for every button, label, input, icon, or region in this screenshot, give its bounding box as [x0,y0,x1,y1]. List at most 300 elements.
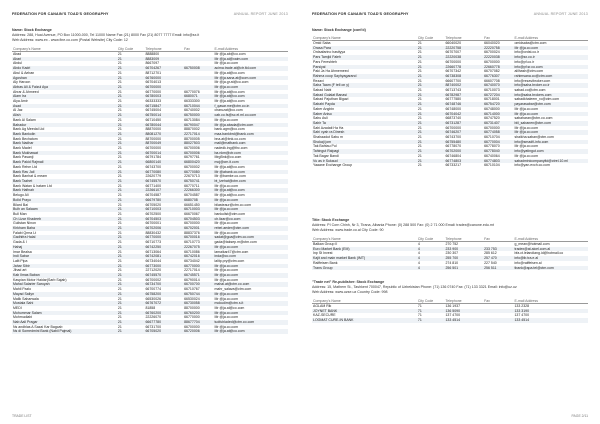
right-info-name: Name: Stock Exchange (cont'd) [312,28,366,32]
table-cell: gada@taksep.m@ctm.com [214,240,257,245]
left-header-title: FEDERATION FOR CANAIN'S TOAD'S GEOGRAPHY [12,12,109,16]
table-cell: info@rezavibroker.com [514,78,551,83]
table-cell: 81858 [145,305,156,310]
column-header: Fax [483,35,513,41]
table-cell: shaikha.saban@ctm.com [514,135,554,140]
table-cell: 66710003 [144,207,183,212]
table-cell: AGLAM Rik [313,304,332,308]
table-cell: Mr @ja.at@co.com [213,188,288,193]
table-cell: 66780003 [144,94,183,99]
table-cell: 21 [417,97,422,102]
table-cell: 66530024 [184,296,200,301]
table-cell: 88027503 [183,141,213,146]
table-cell: Mr @ja.co.com [214,183,239,188]
table-cell: 21 [117,151,145,156]
table-cell: info@pf.sr.co.com [513,65,588,70]
table-cell: 66530026 [145,296,162,301]
table-cell: 270 752 [445,242,459,246]
table-cell: 66710003 [183,207,213,212]
table-cell: 66730058 [183,301,213,306]
table-cell: tudfubladed@ctm.co.com [213,320,288,325]
table-cell: 66704042 [444,112,483,117]
table-cell: Orasa Para [312,46,417,51]
table-cell: 21 [117,211,122,216]
table-cell: 21 [417,159,445,164]
table-cell: 66770000 [145,89,162,94]
table-cell: 66700000 [145,146,162,151]
right-header-title: FEDERATION FOR CANAIN'S TOAD'S GEOGRAPHY [312,12,409,16]
table-cell: 21 [417,163,422,168]
table-cell: 21 [117,132,145,137]
table-cell: charuzat@co.com [214,108,243,113]
table-cell: Mr @abank.co.com [213,170,288,175]
table-cell: 66740064 [484,153,500,158]
table-cell: 21 [117,117,122,122]
table-cell: Sabad Pajuthan Bigazi [313,97,349,102]
table-cell: 21 [117,273,145,278]
table-cell: 21 [117,282,145,287]
table-cell: 88740002 [444,83,483,88]
table-cell: ch.lizar@co.com [213,217,288,222]
table-cell: Abdo Kadri [12,66,117,71]
table-row [312,318,588,323]
table-cell: 22712020 [145,268,162,273]
table-cell: info@smadfi-info.com [513,140,588,145]
table-cell: 66746804 [445,153,462,158]
table-cell: mahr_salava@ctm.com [214,287,252,292]
table-cell: 66778040 [483,149,513,154]
table-cell: 66800420 [183,160,213,165]
table-cell: 21 [117,66,145,71]
table-cell: Mohmudiabi [13,315,33,320]
table-cell: 21 [117,240,122,245]
table-cell: Mr @ja.co.com [214,61,239,66]
table-cell: 66707082 [484,69,500,74]
table-cell: Mr @ja.abada@ctm.com [213,123,288,128]
table-cell: Bank Al Salam [13,117,36,122]
table-cell: KAZ-SECURE [313,313,336,318]
table-cell: 21 [417,149,445,154]
table-cell: mokudim@ctm.s.it [213,301,288,306]
table-cell: Abdul [13,61,22,66]
table-cell: 133 2328 [514,304,530,308]
table-cell: 88081270 [144,132,183,137]
table-cell: 66755480 [444,140,483,145]
table-cell: 233 900 [444,247,483,252]
table-cell: Gadhifra Halal [12,235,117,240]
table-cell: 66750000 [183,113,213,118]
table-cell: 66704587 [184,193,200,198]
table-cell: 66742250 [144,245,183,250]
table-cell: 66710773 [145,240,162,245]
table-cell: 21 [417,116,422,121]
table-cell: 21 [117,301,145,306]
table-cell: maa.bankbrd@bank.com [213,132,288,137]
table-cell: 66702006 [144,226,183,231]
left-footer-label: TRADE LIST [12,414,32,418]
table-cell: 66704503 [144,217,183,222]
table-cell: Sabad Gulalat Banasi [312,93,417,98]
table-cell: Mr @ja.co.com [514,125,539,130]
table-cell: Mr @ja.ab@co.com [214,52,246,56]
table-cell: 66707342 [445,69,462,74]
table-cell: info@yan.exch.co.com [514,163,550,168]
table-cell: 66713064 [145,249,162,254]
table-cell: 66679780 [144,198,183,203]
left-header [12,12,288,19]
table-cell: Mr @ja.at@co.com [213,329,288,334]
table-cell: Inp St Invest [313,251,333,256]
table-cell: 71 [417,318,445,323]
table-cell: 6680708 [183,198,213,203]
uzbek-broker-table [312,298,588,323]
table-cell: 21 [117,57,145,62]
table-cell: 133 4514 [513,318,588,323]
table-cell: 21 [117,296,122,301]
table-cell: 285 612 [484,251,497,256]
table-cell: Ns andblas A Sazai Kar Bagcab [13,324,63,329]
table-cell: 66700006 [184,146,200,151]
table-cell: 21 [117,160,145,165]
table-cell: 21 [117,136,122,141]
table-cell: Aly Haroon [13,80,31,85]
table-cell: 66745570 [144,273,183,278]
table-cell: info@ordst.co.ir [514,50,540,55]
table-cell: Mr @ja.al@co.com [214,305,245,310]
table-cell: sabaharan@ctm.co.com [514,116,553,121]
table-cell: 21 [117,141,145,146]
table-cell: Lalit Pipa [13,258,28,263]
table-cell: Raiffeisen Bank [313,260,338,265]
table-cell: Mr @ja.co.com [514,106,539,111]
table-cell: 71 [417,309,445,314]
table-cell: 66040020 [484,41,500,45]
table-cell: 66714000 [483,112,513,117]
table-cell: 21 [117,287,122,292]
table-cell: Imar Bealsa [13,249,32,254]
uzbek-web: Web Address: www.uzse.uz Country Code: 998 [312,290,388,294]
table-cell: Mr @ja.co.com [214,324,239,329]
table-cell: Bank Ag Meedal Ltd [13,127,45,132]
table-cell: Bank Pasanji [13,155,34,160]
table-cell: rahimsana.co@ctm.com [513,74,588,79]
table-cell: Sabad Nabi [313,88,332,93]
table-cell: 66770080 [183,170,213,175]
table-cell: 6680071 [183,94,213,99]
table-cell: 4 [417,266,445,271]
table-cell: Alya Amir [13,99,28,104]
table-cell: LOGMAT CURE-IN BANK [312,318,417,323]
table-cell: 66040020 [445,41,462,45]
uzbek-title: "Trade net" Re-publisher: Stock Exchange [312,280,385,284]
table-cell: Mr @ja.co.com [213,292,288,297]
table-cell: 21 [117,226,145,231]
table-cell: Balkan Group II [313,242,338,246]
left-broker-table [12,46,288,334]
table-cell: 21 [417,74,445,79]
table-cell: Sahir Ta [312,121,417,126]
table-cell: 66705020 [145,202,162,207]
table-cell: sabadkhaleem_ro@ctm.com [514,97,560,102]
table-cell: 66734700 [144,282,183,287]
table-cell: 88700049 [144,141,183,146]
table-cell: nadedk.ing@thc.com [214,146,248,151]
table-cell: 21 [417,140,445,145]
table-cell: 88830432 [145,230,162,235]
column-header: Company's Name [12,46,117,52]
table-cell: 21 [117,198,145,203]
table-cell: 66738308 [444,74,483,79]
table-cell: 8883009 [144,57,183,62]
table-cell: 66700014 [144,151,183,156]
table-cell: 66700000 [484,125,500,130]
table-cell: 21 [117,245,145,250]
table-cell: 66333333 [145,99,162,104]
table-cell: Mr @ja.co.com [214,296,239,301]
table-cell: Ch Lizar Khadeeb [12,217,117,222]
table-cell: Mr @ja.co.com [213,85,288,90]
table-cell: 66705020 [144,329,183,334]
table-cell: Yaaane Exchange Group [313,163,353,168]
table-cell: MrgBnk@co.com [214,155,242,160]
table-cell: 66774058 [483,130,513,135]
table-cell: 66713084 [184,117,200,122]
table-cell: 21 [417,112,445,117]
table-cell: 66776307 [483,74,513,79]
table-cell: Mahal Salarier Saroyah [12,282,117,287]
table-cell: Hahaj [12,245,117,250]
table-cell: 66734044 [145,258,162,263]
table-cell: 133 3190 [513,309,588,314]
table-cell: 21 [417,88,422,93]
table-cell: Pars Tamjid Faleh [312,55,417,60]
right-header [312,12,588,19]
table-cell: acima.trade.at@ctr.ltd.com [213,66,288,71]
column-header: Fax [483,236,513,242]
table-cell: 66700001 [145,221,162,226]
table-cell: Mr @ja.at@co.com [214,70,245,75]
table-cell: Ahrar & Ahmeed [13,89,39,94]
table-cell: 66750744 [183,292,213,297]
table-cell: 21 [117,249,122,254]
right-page [300,0,600,424]
table-cell: 66700006 [183,151,213,156]
table-cell: 66702001 [183,226,213,231]
table-cell: 66743700 [445,135,462,140]
table-cell: 66718001 [484,97,500,102]
table-cell: 66770080 [144,170,183,175]
table-cell: lalitp.pry@ctm.com [214,258,245,263]
column-header: E-mail Address [513,236,588,242]
table-cell: 66800140 [144,160,183,165]
table-cell: 66702000 [444,149,483,154]
table-cell: 66700002 [184,164,200,169]
table-cell: Abad [13,52,22,56]
table-cell: Mr @ja.at@co.com [213,94,288,99]
table-cell: info@saha.broker.co.ir [513,83,588,88]
left-exchange-info [12,28,288,43]
table-cell: 21 [117,277,122,282]
column-header: E-mail Address [513,35,588,41]
table-cell: 66790014 [184,277,200,282]
table-cell: 21 [117,315,122,320]
table-cell: 21 [117,193,122,198]
table-cell: 88837376 [184,230,200,235]
table-cell: omidsaba@ctm.com [514,41,547,45]
table-cell: 21 [117,254,145,259]
table-cell: Mr @ja.at@co.com [214,164,245,169]
table-cell: 66700000 [144,85,183,90]
right-exchange-info [312,28,588,33]
table-cell: Sahi Azadati Ha Ha [313,125,344,130]
table-cell: mahal.at@ctm.co.com [213,282,288,287]
table-cell: 66731287 [444,121,483,126]
table-cell: 66710450 [145,117,162,122]
table-cell: 8667097 [145,61,160,66]
table-cell: Bank Hafinah [12,188,117,193]
table-cell: cab.co.fs@sc.el.ml.co.com [213,113,288,118]
table-cell: 21 [117,292,145,297]
table-cell: 88677704 [183,320,213,325]
table-cell: 21 [117,183,122,188]
table-cell: Jihad art [13,268,27,273]
table-cell: Paki Ja Ha Ahmemeed [313,69,349,74]
table-cell: 66873740 [445,116,462,121]
table-cell: bt_tzehat@ctm.com [213,179,288,184]
table-cell: Bank Bankolin [12,132,117,137]
table-cell: 88712701 [145,70,162,75]
column-header: Telephone [144,46,183,52]
table-cell: 66782987 [444,93,483,98]
table-cell: 66607708 [484,78,500,83]
table-cell: info@saba.brokers.com [513,93,588,98]
table-cell: 137 4700 [445,313,461,318]
table-cell: 66760200 [183,311,213,316]
table-cell: Mr @ja.ai@xaim.com [213,57,288,62]
table-cell: 66778070 [484,144,500,149]
table-cell: Rahma coop Sayhyagarand [312,74,417,79]
table-cell: Kajit and main market Bank (IMT) [312,256,417,261]
table-cell: 8888800 [145,52,160,56]
table-cell: 21 [117,217,145,222]
table-cell: Mr @ja.co.com [213,264,288,269]
table-cell: 66748000 [484,106,500,111]
table-cell: 233 753 [483,247,513,252]
table-cell: Mahil Pazlo [13,287,32,292]
table-cell: 22220758 [483,46,513,51]
table-cell: Mr @ja.co.com [514,144,539,149]
table-cell: 66774803 [483,159,513,164]
table-cell: 21 [117,207,145,212]
column-header: E-mail Address [513,298,588,304]
table-cell: 66700000 [184,324,200,329]
table-cell: 88870002 [184,127,200,132]
table-cell: inda@co.com [213,254,288,259]
table-cell: Mr @ja.co.com [513,112,588,117]
table-cell: 88870000 [145,127,162,132]
table-cell: Bank Madel [13,146,32,151]
table-cell: 66758200 [144,292,183,297]
column-header: E-mail Address [213,46,288,52]
table-cell: 22267075 [183,245,213,250]
table-cell: 21 [117,264,145,269]
table-cell: Abul & Aeban [13,70,35,75]
table-cell: sabadminicompanyltd@ctrel.10.ml [513,159,588,164]
uzbek-address: Address: 15, Mathem St., Tashkent 700047, Republic of Uzbekistan Phone: (71) 136 0740 Fax: (71) 133 3321 Email: info@uz.uz [312,285,517,289]
table-cell: Mr @ja.co.com [513,130,588,135]
table-cell: bfa.ct.lelandiang.id@hotmail.co [514,251,564,256]
table-cell: Al Jaz [13,108,23,113]
table-cell: 21 [417,102,445,107]
table-cell: Tak Bagar Bandi [313,153,339,158]
table-cell: Shokaji jom [312,140,417,145]
table-cell: 21 [417,83,445,88]
table-cell: bna.at@bnk.co.com [214,136,246,141]
table-cell: sadat@goa@ctm.co.com [213,235,288,240]
table-cell: Kaspian Motor Haidar(Sarb Sajab) [13,277,67,282]
table-cell: Mr @ja.co.com [213,311,288,316]
table-cell: 66700700 [183,282,213,287]
table-cell: 66748000 [445,106,462,111]
table-cell: Mr @ja.co.com [213,273,288,278]
table-cell: 133 4514 [444,318,483,323]
table-cell: 66770000 [183,264,213,269]
table-cell: 21 [117,61,122,66]
right-footer-label: PAGE 2/11 [571,414,588,418]
table-cell: Bank Bechatom [13,136,38,141]
table-cell: 136 5090 [444,309,483,314]
table-cell: 88700005 [184,136,200,141]
table-cell: 137 4700 [514,313,530,318]
table-cell: Mr @ja.at@co.com [214,99,245,104]
table-cell: 21 [117,52,122,56]
table-cell: Bank Rav Jail [12,170,117,175]
table-cell: Alish [12,113,117,118]
table-cell: Nab Aali Pragar [12,320,117,325]
table-cell: payarasabar@ctm.com [513,102,588,107]
column-header: City Code [417,35,445,41]
table-cell: 66333300 [184,99,200,104]
table-cell: 66677780 [144,320,183,325]
table-cell: 21 [417,78,422,83]
table-cell: 22620779 [145,174,162,179]
table-cell: bilasteaur@ctm.co.com [214,202,252,207]
table-cell: Mr @ja.at@co.com [214,193,245,198]
table-cell: Mr @ja.co.com [214,221,239,226]
table-cell: lamaikar47@ctm.com [214,249,249,254]
table-cell: 21 [117,155,122,160]
table-row [312,266,588,271]
table-cell: 21 [117,329,145,334]
table-cell: Jahar Sibir [12,264,117,269]
table-cell: Bahadur [12,123,117,128]
left-header-subtitle: ANNUAL REPORT JUNE 2013 [233,12,288,16]
albania-address: Address: PI Corn Chinh, Nr 3, Tirana, Albania Phone: (0) 288 500 Fax: (0) 2 71 000 Email: tradex@canone.edu.mt [312,223,494,227]
table-cell: 66760200 [144,311,183,316]
table-cell: 66767072 [144,301,183,306]
table-cell: Bank Tazhet [12,179,117,184]
table-cell: 21 [417,69,422,74]
table-cell: 66742016 [183,254,213,259]
table-cell: 4 [417,260,420,265]
table-cell: Sabahi Payda [312,102,417,107]
table-cell: 22266107 [144,188,183,193]
table-cell: biil_sabanen@ctm.com [513,121,588,126]
column-header: Telephone [444,298,483,304]
albania-broker-table [312,236,588,270]
table-cell: 66700000 [445,59,462,64]
table-cell: 66774803 [444,159,483,164]
